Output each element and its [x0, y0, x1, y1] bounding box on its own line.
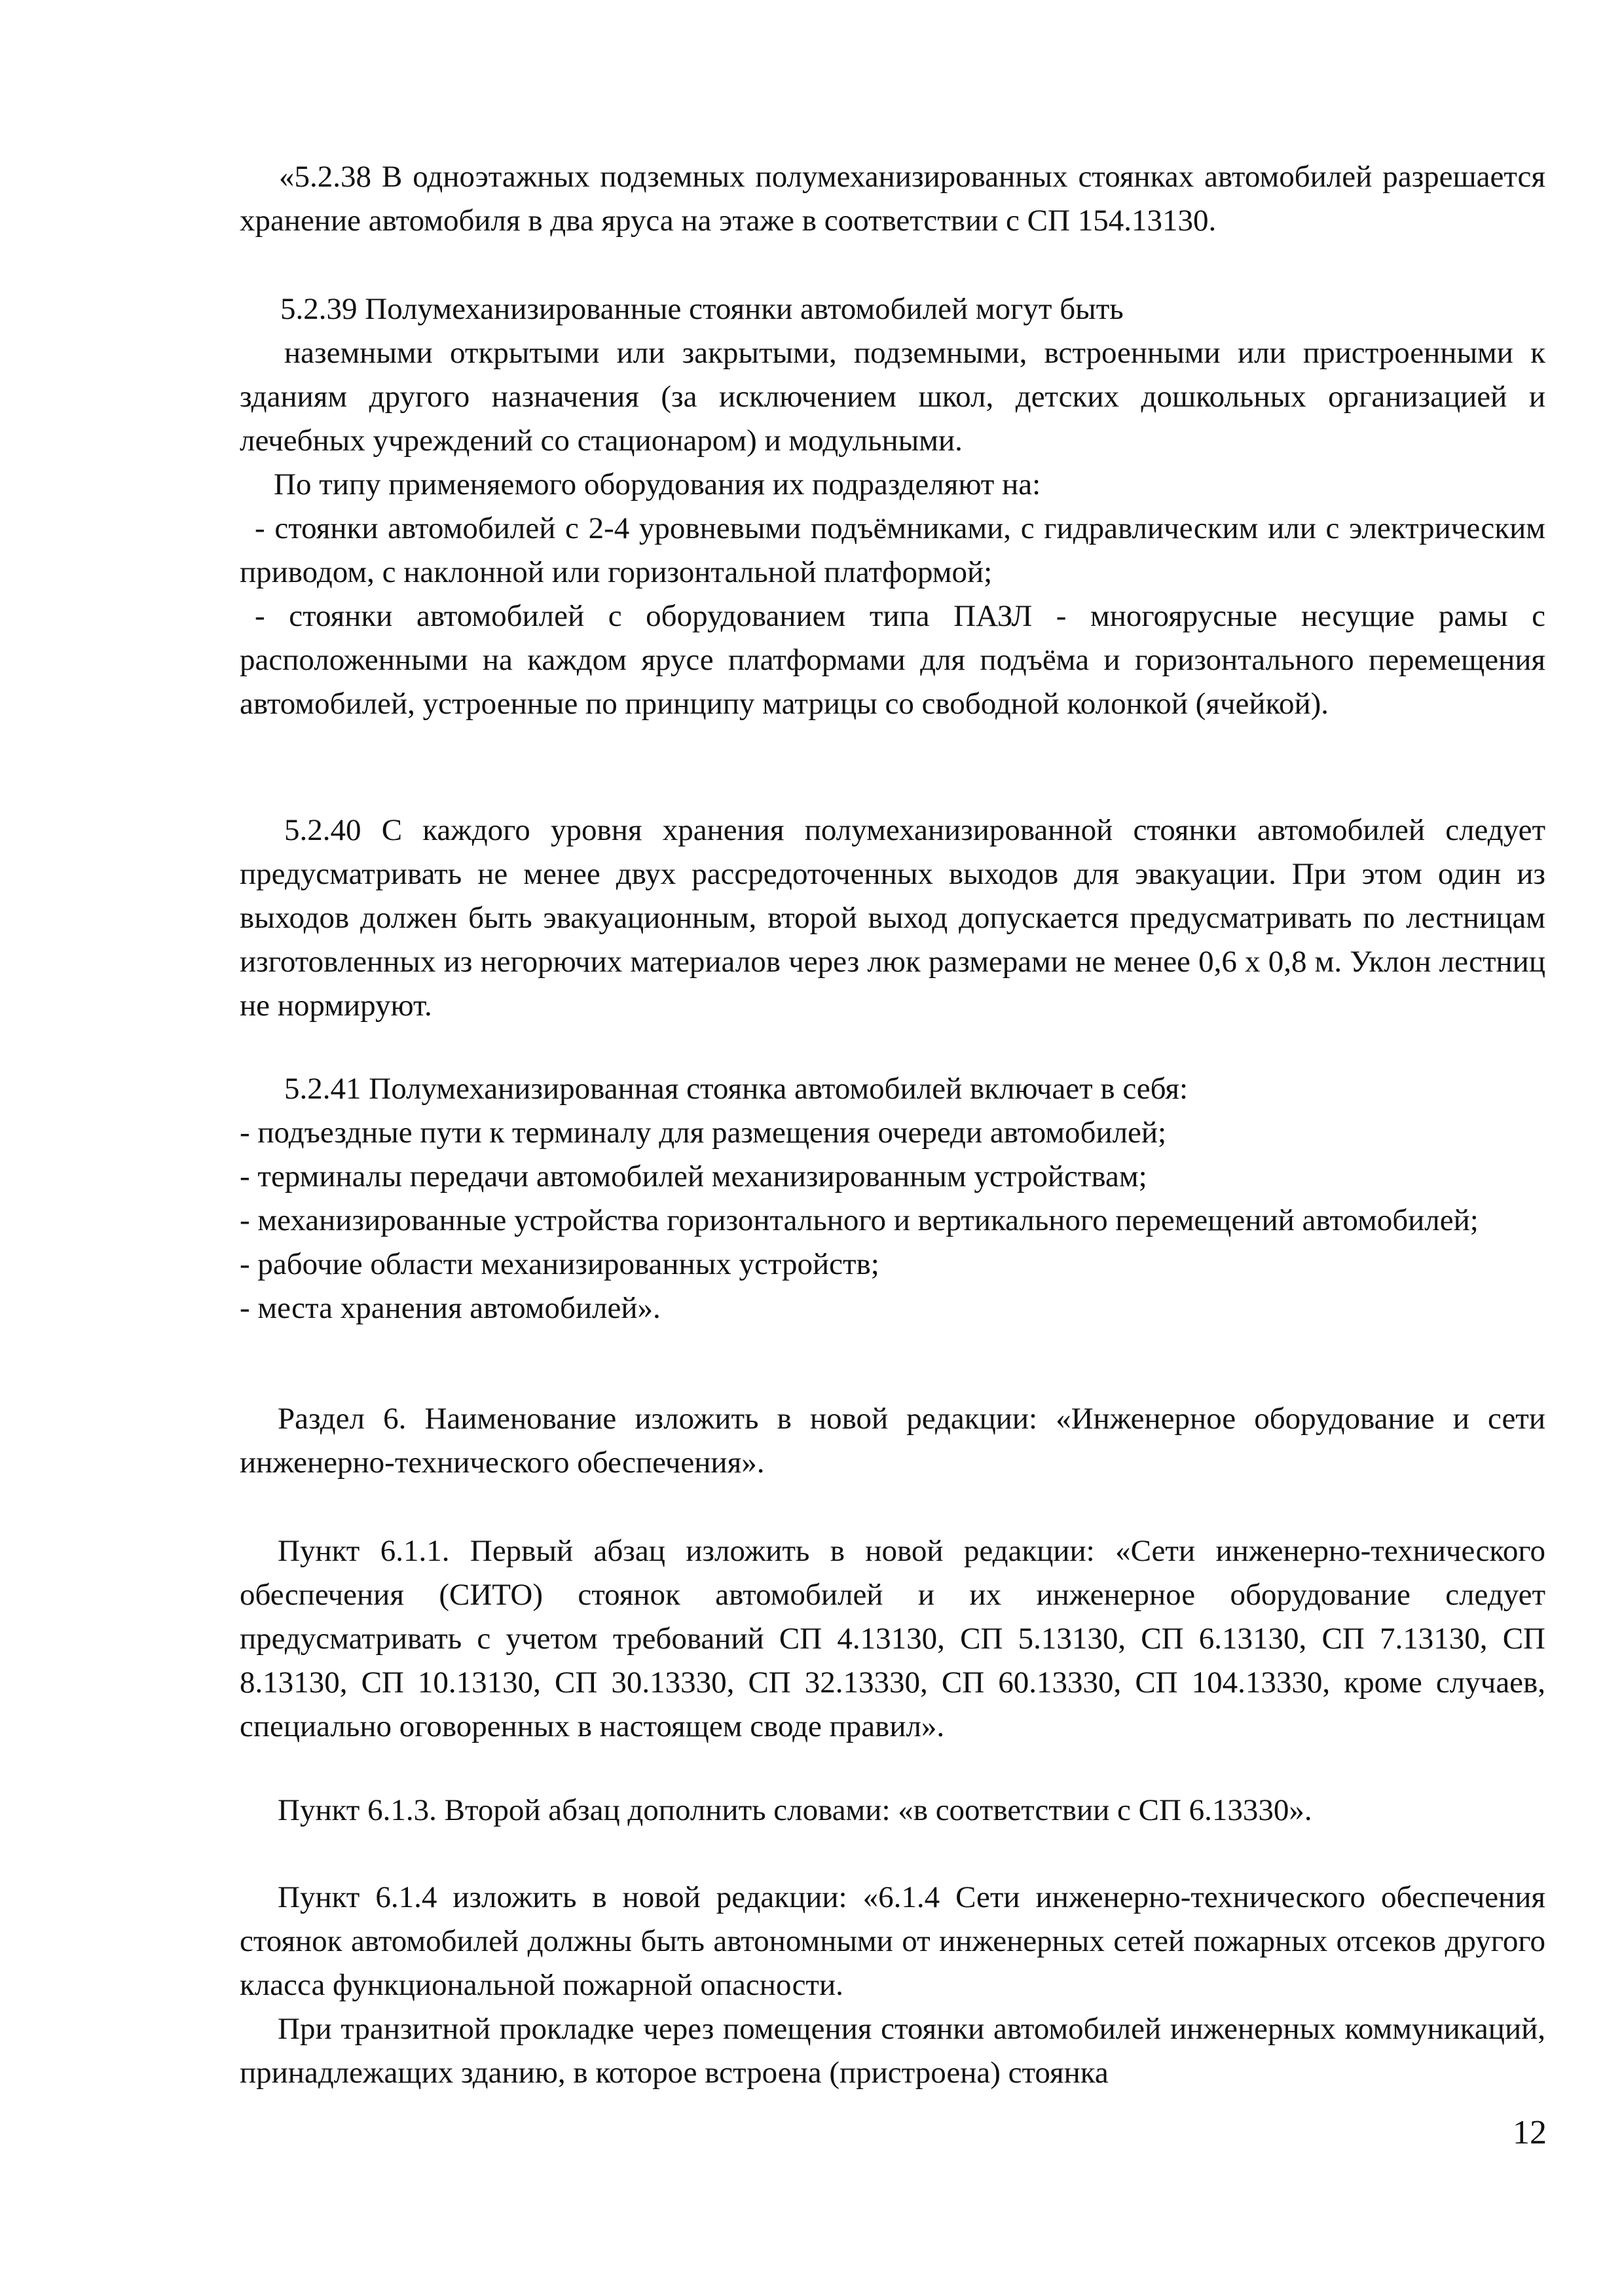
list-item-5-2-39-pazl: - стоянки автомобилей с оборудованием типа ПАЗЛ - многоярусные несущие рамы с расположенными на каждом ярусе платформами для подъёма и горизонтального перемещения автомобилей, устроенные по принципу матрицы со свободной колонкой (ячейкой). [240, 599, 1545, 721]
section-5-2-40 [240, 809, 1545, 1028]
section-5-2-39 [240, 287, 1545, 726]
list-item-5-2-41-work-areas: - рабочие области механизированных устройств; [240, 1247, 879, 1281]
paragraph-6-1-3: Пункт 6.1.3. Второй абзац дополнить словами: «в соответствии с СП 6.13330». [278, 1793, 1312, 1827]
section-5-2-38 [240, 155, 1545, 243]
paragraph-5-2-39-body: наземными открытыми или закрытыми, подземными, встроенными или пристроенными к зданиям другого назначения (за исключением школ, детских дошкольных организацией и лечебных учреждений со стационаром) и модульными. [240, 336, 1545, 458]
paragraph-6-1-1: Пункт 6.1.1. Первый абзац изложить в новой редакции: «Сети инженерно-технического обеспечения (СИТО) стоянок автомобилей и их инженерное оборудование следует предусматривать с учетом требований СП 4.13130, СП 5.13130, СП 6.13130, СП 7.13130, СП 8.13130, СП 10.13130, СП 30.13330, СП 32.13330, СП 60.13330, СП 104.13330, кроме случаев, специально оговоренных в настоящем своде правил». [240, 1534, 1545, 1743]
paragraph-6-1-4: Пункт 6.1.4 изложить в новой редакции: «6.1.4 Сети инженерно-технического обеспечения стоянок автомобилей должны быть автономными от инженерных сетей пожарных отсеков другого класса функциональной пожарной опасности. [240, 1880, 1545, 2002]
list-item-5-2-39-lifts: - стоянки автомобилей с 2-4 уровневыми подъёмниками, с гидравлическим или с электрическим приводом, с наклонной или горизонтальной платформой; [240, 511, 1545, 589]
list-item-5-2-41-terminals: - терминалы передачи автомобилей механизированным устройствам; [240, 1159, 1147, 1194]
page-number: 12 [1513, 2114, 1547, 2151]
list-item-5-2-41-access-roads: - подъездные пути к терминалу для размещения очереди автомобилей; [240, 1116, 1167, 1150]
paragraph-5-2-39-title: 5.2.39 Полумеханизированные стоянки автомобилей могут быть [280, 292, 1124, 326]
paragraph-section-6: Раздел 6. Наименование изложить в новой редакции: «Инженерное оборудование и сети инженерно-технического обеспечения». [240, 1402, 1545, 1480]
paragraph-6-1-4-transit: При транзитной прокладке через помещения стоянки автомобилей инженерных коммуникаций, принадлежащих зданию, в которое встроена (пристроена) стоянка [240, 2012, 1545, 2090]
paragraph-5-2-40: 5.2.40 С каждого уровня хранения полумеханизированной стоянки автомобилей следует предусматривать не менее двух рассредоточенных выходов для эвакуации. При этом один из выходов должен быть эвакуационным, второй выход допускается предусматривать по лестницам изготовленных из негорючих материалов через люк размерами не менее 0,6 х 0,8 м. Уклон лестниц не нормируют. [240, 813, 1545, 1023]
list-item-5-2-41-devices: - механизированные устройства горизонтального и вертикального перемещений автомобилей; [240, 1203, 1479, 1237]
paragraph-5-2-38: «5.2.38 В одноэтажных подземных полумеханизированных стоянках автомобилей разрешается хранение автомобиля в два яруса на этаже в соответствии с СП 154.13130. [240, 160, 1545, 238]
section-6-1-4 [240, 1876, 1545, 2095]
list-item-5-2-41-storage-places: - места хранения автомобилей». [240, 1291, 661, 1325]
section-6-1-3 [240, 1789, 1545, 1832]
paragraph-5-2-41-title: 5.2.41 Полумеханизированная стоянка автомобилей включает в себя: [284, 1072, 1189, 1106]
section-5-2-41 [240, 1067, 1545, 1330]
section-6-1-1 [240, 1529, 1545, 1749]
section-6-title-change [240, 1397, 1545, 1485]
paragraph-5-2-39-types-intro: По типу применяемого оборудования их подразделяют на: [274, 467, 1041, 501]
